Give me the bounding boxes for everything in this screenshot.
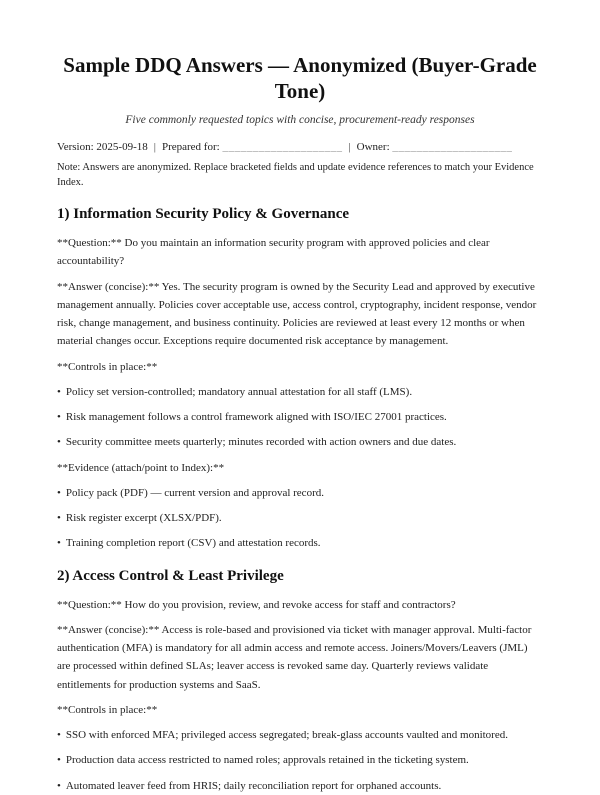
list-item-text: Automated leaver feed from HRIS; daily reconciliation report for orphaned accounts. <box>65 779 442 792</box>
list-item <box>57 484 543 502</box>
list-item-text: Policy pack (PDF) — current version and approval record. <box>65 486 324 499</box>
list-item <box>57 433 543 451</box>
section-1-evidence-label: **Evidence (attach/point to Index):** <box>57 461 225 474</box>
prepared-for-blank-field: ____________________ <box>222 140 343 153</box>
document-title: Sample DDQ Answers — Anonymized (Buyer-Grade Tone) <box>63 53 537 104</box>
prepared-for-label: Prepared for: <box>161 140 220 153</box>
bullet-icon: • <box>57 486 61 499</box>
owner-label: Owner: <box>356 140 390 153</box>
bullet-icon: • <box>57 779 61 792</box>
list-item <box>57 726 543 744</box>
bullet-icon: • <box>57 754 61 767</box>
section-1-heading: 1) Information Security Policy & Governance <box>57 206 350 222</box>
list-item <box>57 383 543 401</box>
list-item <box>57 534 543 552</box>
meta-divider: | <box>348 140 351 153</box>
list-item-text: Production data access restricted to named roles; approvals retained in the ticketing system. <box>65 754 469 767</box>
list-item-text: Risk register excerpt (XLSX/PDF). <box>65 512 222 524</box>
bullet-icon: • <box>57 729 61 741</box>
section-2-heading: 2) Access Control & Least Privilege <box>57 567 284 584</box>
list-item-text: Security committee meets quarterly; minutes recorded with action owners and due dates. <box>65 436 457 449</box>
bullet-icon: • <box>57 411 61 423</box>
list-item <box>57 408 543 426</box>
list-item-text: Policy set version-controlled; mandatory annual attestation for all staff (LMS). <box>65 385 413 398</box>
list-item-text: Training completion report (CSV) and attestation records. <box>65 537 321 550</box>
meta-line <box>57 141 543 153</box>
owner-blank-field: ____________________ <box>392 140 513 153</box>
section-infosec-policy-governance <box>57 206 543 553</box>
bullet-icon: • <box>57 537 61 550</box>
document-subtitle: Five commonly requested topics with concise, procurement-ready responses <box>125 113 475 126</box>
list-item-text: SSO with enforced MFA; privileged access segregated; break-glass accounts vaulted and monitored. <box>65 729 508 741</box>
version-field: Version: 2025-09-18 <box>57 140 148 153</box>
list-item-text: Risk management follows a control framework aligned with ISO/IEC 27001 practices. <box>65 411 447 423</box>
document-note: Note: Answers are anonymized. Replace bracketed fields and update evidence references to match your Evidence Index. <box>57 161 534 189</box>
section-1-answer: **Answer (concise):** Yes. The security program is owned by the Security Lead and approved by executive management annually. Policies cover acceptable use, access control, cryptography, incident response, vendor risk, change management, and business continuity. Policies are reviewed at least every 12 months or when material changes occur. Exceptions require documented risk acceptance by management. <box>57 280 537 348</box>
list-item <box>57 777 543 795</box>
section-2-answer: **Answer (concise):** Access is role-based and provisioned via ticket with manager approval. Multi-factor authentication (MFA) is mandatory for all admin access and remote access. Joiners/Movers/Leavers (JML) are processed within defined SLAs; leaver access is revoked same day. Quarterly reviews validate entitlements for production systems and SaaS. <box>57 623 532 691</box>
section-1-question: **Question:** Do you maintain an information security program with approved policies and clear accountability? <box>57 237 490 268</box>
section-access-control-least-privilege <box>57 568 543 795</box>
bullet-icon: • <box>57 512 61 524</box>
section-2-question: **Question:** How do you provision, review, and revoke access for staff and contractors? <box>57 598 456 611</box>
bullet-icon: • <box>57 385 61 398</box>
list-item <box>57 509 543 527</box>
bullet-icon: • <box>57 436 61 449</box>
section-1-controls-label: **Controls in place:** <box>57 360 158 373</box>
section-2-controls-label: **Controls in place:** <box>57 703 158 716</box>
list-item <box>57 751 543 769</box>
meta-divider: | <box>153 140 156 153</box>
